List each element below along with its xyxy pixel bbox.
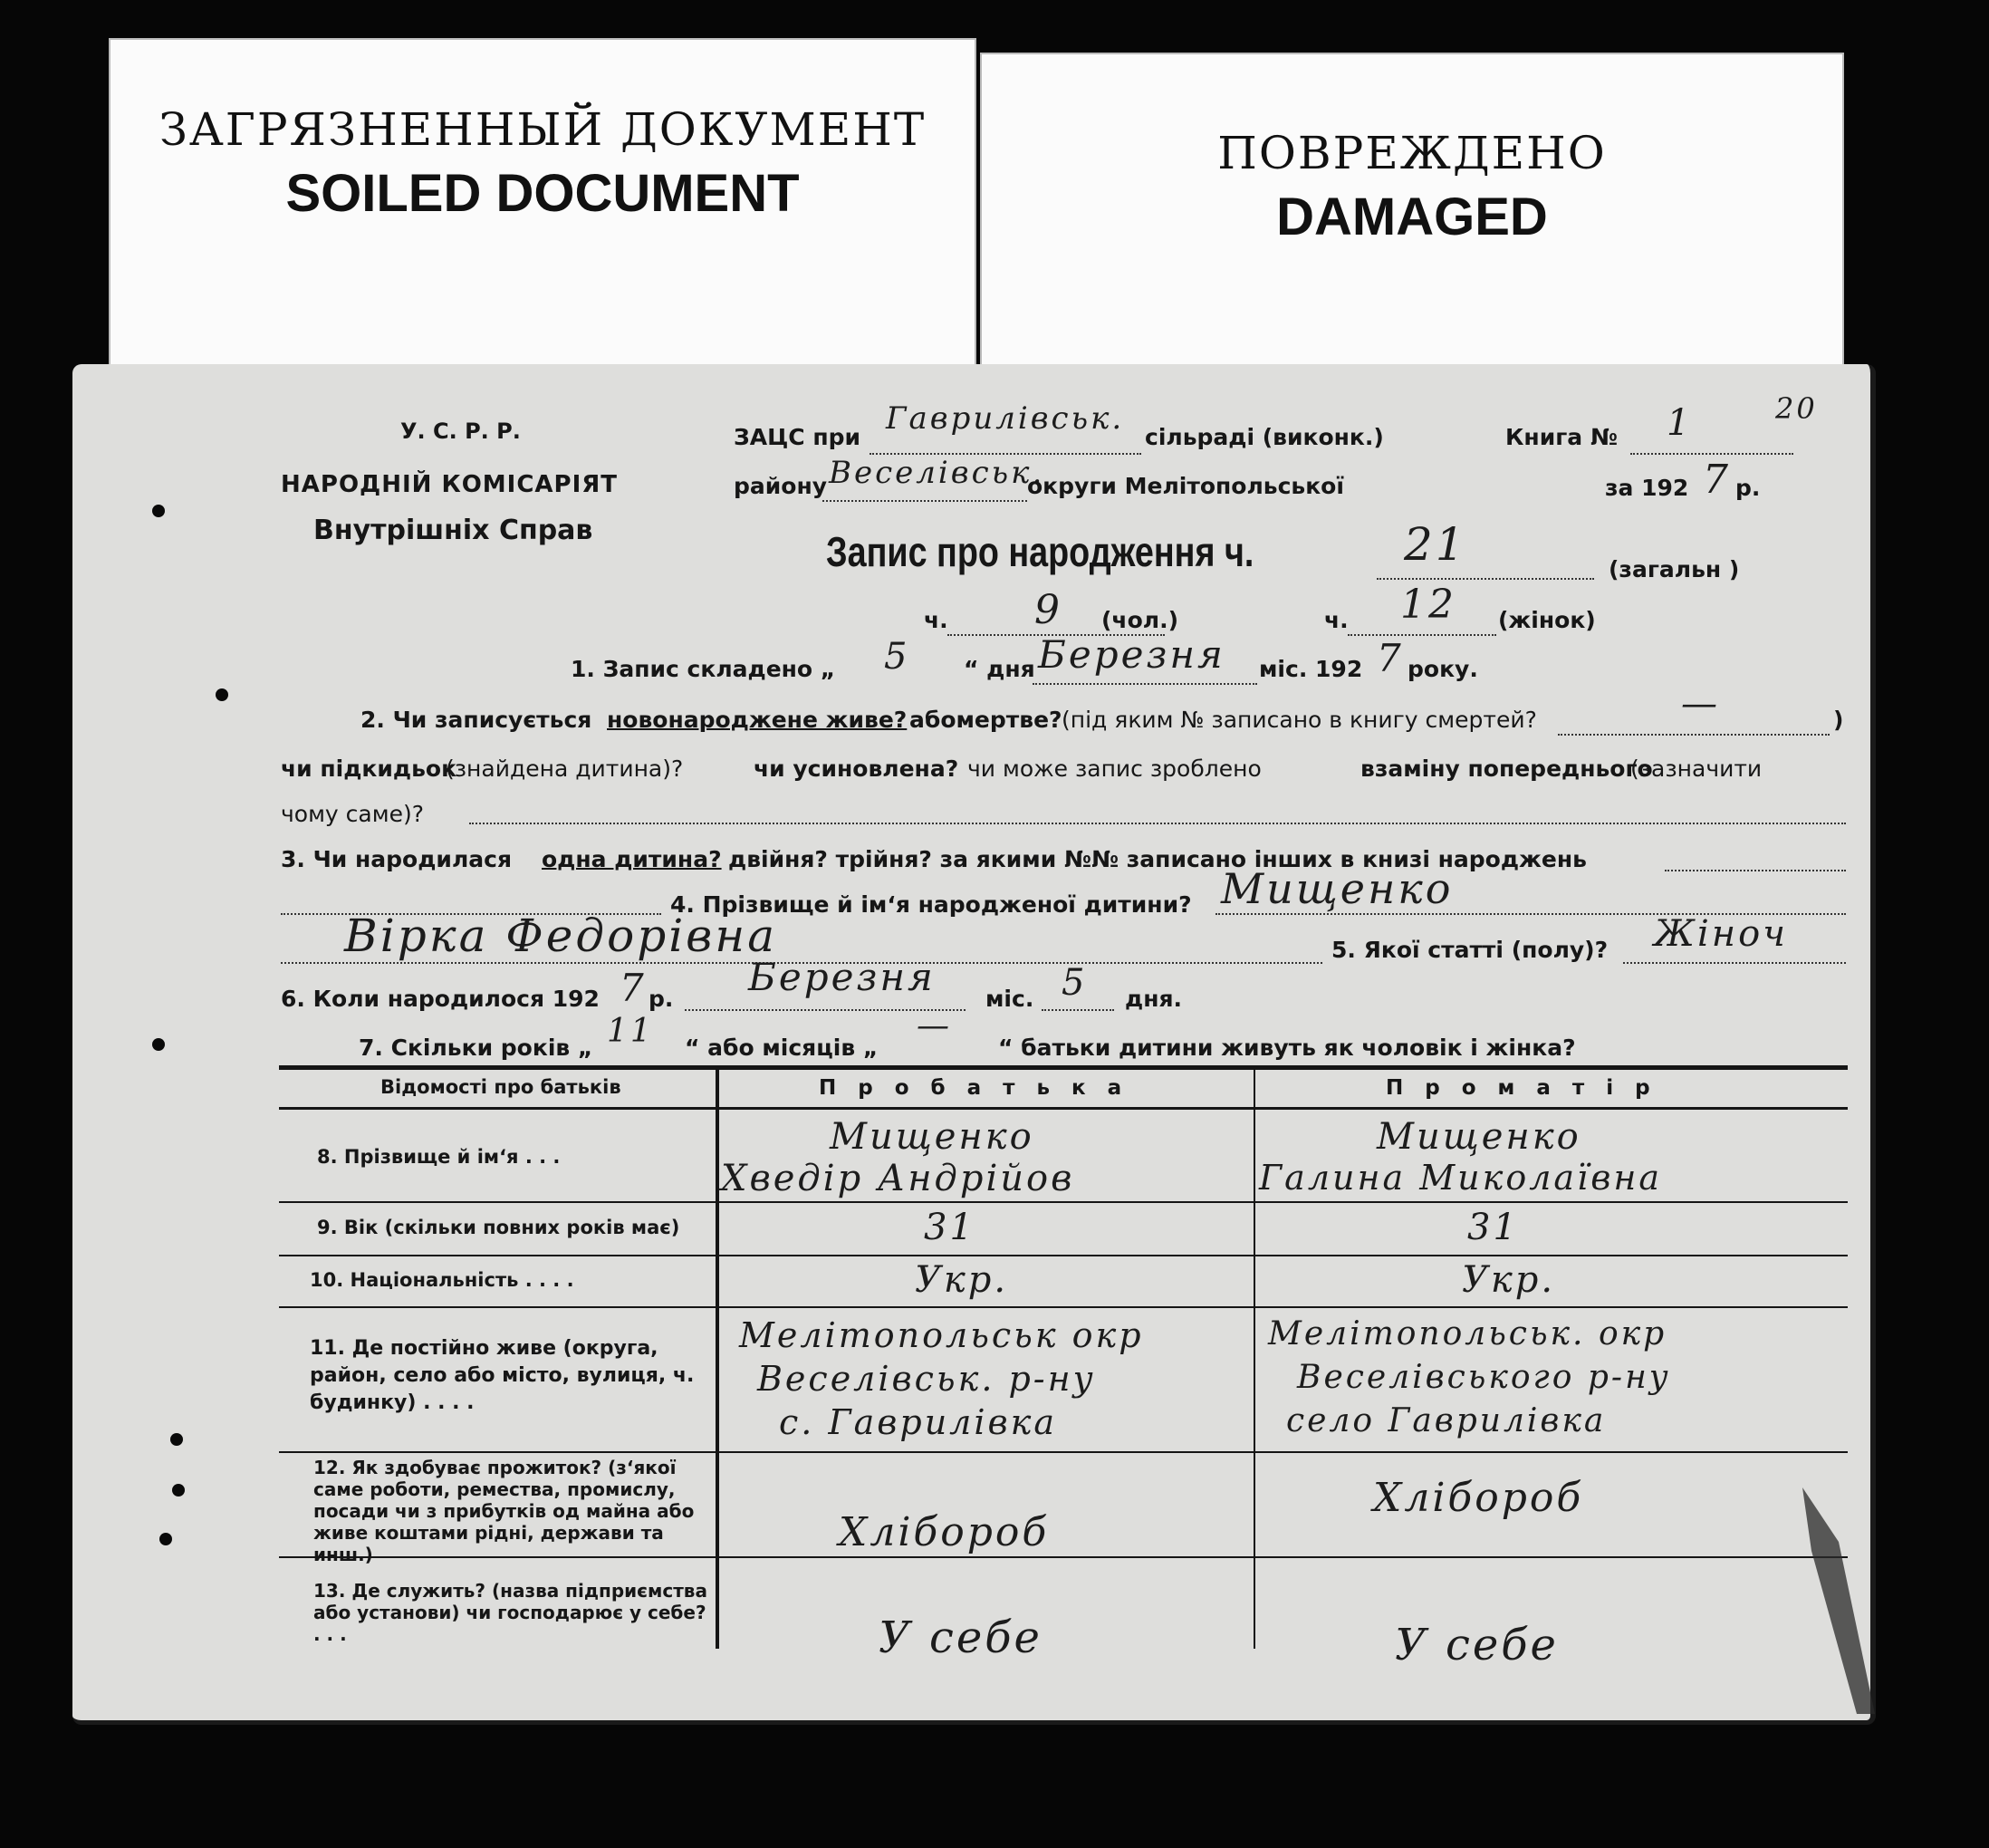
female-dotline — [1348, 634, 1496, 636]
record-number: 21 — [1404, 518, 1467, 571]
q1-month-dotline — [1033, 683, 1257, 685]
zacs-suffix: сільраді (виконк.) — [1145, 424, 1384, 450]
row-11-label: 11. Де постійно живе (округа, район, село або місто, вулиця, ч. будинку) . . . . — [310, 1337, 695, 1414]
q6-label: 6. Коли народилося 192 — [281, 986, 600, 1012]
row-11-mother-line-3: село Гаврилівка — [1286, 1402, 1607, 1439]
row-rule — [279, 1255, 1848, 1256]
ussr-label: У. С. Р. Р. — [400, 419, 521, 444]
female-number: 12 — [1400, 582, 1456, 628]
punch-hole — [170, 1433, 183, 1446]
female-label: (жінок) — [1498, 607, 1596, 633]
female-prefix: ч. — [1324, 607, 1349, 633]
commissariat-label: НАРОДНІЙ КОМІСАРІЯТ — [281, 471, 619, 498]
q7-months-label: “ або місяців „ — [685, 1035, 879, 1061]
q5-value: Жіноч — [1654, 913, 1789, 955]
year-suffix: р. — [1735, 475, 1761, 501]
district-prefix: району — [734, 473, 828, 499]
q5-dotline — [1623, 962, 1846, 964]
row-11-mother-line-1: Мелітопольськ. окр — [1268, 1315, 1667, 1352]
punch-hole — [152, 505, 165, 517]
table-header-info: Відомості про батьків — [380, 1076, 621, 1098]
book-dotline — [1630, 453, 1793, 455]
row-11-father-line-2: Веселівськ. р-ну — [757, 1359, 1096, 1399]
q1-day-label: “ дня — [964, 656, 1035, 682]
row-10-father: Укр. — [915, 1259, 1009, 1301]
table-top-rule — [279, 1065, 1848, 1070]
row-rule — [279, 1451, 1848, 1453]
row-10-label: 10. Національність . . . . — [310, 1269, 574, 1291]
row-12-mother: Хлібороб — [1373, 1475, 1584, 1521]
q6-mis: міс. — [985, 986, 1034, 1012]
row-10-mother: Укр. — [1462, 1259, 1556, 1301]
year-digit: 7 — [1703, 457, 1731, 503]
q6-year-digit: 7 — [620, 966, 647, 1010]
row-9-mother: 31 — [1467, 1207, 1519, 1248]
zacs-prefix: ЗАЦС при — [734, 424, 861, 450]
damaged-label-en: DAMAGED — [1276, 188, 1548, 246]
q3-one-child: одна дитина? — [542, 846, 722, 872]
page-number: 20 — [1775, 391, 1818, 426]
q2-adopted: чи усиновлена? — [754, 756, 959, 782]
q7-months: — — [917, 1007, 952, 1044]
q4-surname: Мищенко — [1221, 864, 1454, 913]
punch-hole — [172, 1484, 185, 1497]
row-11-mother-line-2: Веселівського р-ну — [1297, 1359, 1671, 1396]
row-8-label: 8. Прізвище й ім‘я . . . — [317, 1146, 561, 1168]
record-title: Запис про народження ч. — [826, 528, 1254, 575]
q7-rest: “ батьки дитини живуть як чоловік і жінка? — [998, 1035, 1576, 1061]
row-9-label: 9. Вік (скільки повних років має) — [317, 1217, 680, 1238]
internal-affairs-label: Внутрішніх Справ — [313, 515, 593, 546]
q2-close: ) — [1833, 707, 1844, 733]
damaged-label-ru: ПОВРЕЖДЕНО — [1217, 127, 1607, 179]
row-rule — [279, 1306, 1848, 1308]
year-label: за 192 — [1605, 475, 1689, 501]
q1-label: 1. Запис складено „ — [571, 656, 836, 682]
q4-label: 4. Прізвище й ім‘я народженої дитини? — [670, 891, 1192, 918]
q3-prefix: 3. Чи народилася — [281, 846, 512, 872]
table-header-rule — [279, 1107, 1848, 1110]
q6-r: р. — [649, 986, 674, 1012]
q2-prefix: 2. Чи записується — [360, 707, 592, 733]
q2-alive: новонароджене живе? — [607, 707, 908, 733]
q2-instead: взаміну попереднього — [1360, 756, 1653, 782]
q5-label: 5. Якої статті (полу)? — [1331, 937, 1609, 963]
male-prefix: ч. — [924, 607, 948, 633]
row-11-father-line-1: Мелітопольськ окр — [739, 1315, 1144, 1355]
q2-dotline — [1558, 734, 1830, 736]
q1-year-digit: 7 — [1377, 636, 1404, 680]
soiled-document-card — [109, 38, 976, 368]
pen-nib-shadow — [1775, 1487, 1884, 1723]
q1-month: Березня — [1038, 632, 1225, 677]
q2-why-dotline — [469, 823, 1846, 824]
soiled-label-ru: ЗАГРЯЗНЕННЫЙ ДОКУМЕНТ — [159, 103, 927, 156]
row-8-father-name: Хведір Андрійов — [721, 1158, 1075, 1199]
q6-day-dotline — [1042, 1009, 1114, 1011]
soiled-label-en: SOILED DOCUMENT — [285, 164, 800, 223]
punch-hole — [152, 1038, 165, 1051]
q7-label: 7. Скільки років „ — [359, 1035, 593, 1061]
q1-month-label: міс. 192 — [1259, 656, 1363, 682]
total-label: (загальн ) — [1609, 556, 1740, 582]
punch-hole — [159, 1533, 172, 1545]
district-name: Веселівськ. — [829, 455, 1045, 491]
q1-day: 5 — [884, 636, 910, 678]
row-rule — [279, 1201, 1848, 1203]
table-divider-1 — [716, 1069, 719, 1649]
row-11-father-line-3: с. Гаврилівка — [779, 1402, 1057, 1442]
q6-month: Березня — [748, 955, 936, 999]
q2-dash: — — [1681, 683, 1720, 725]
q2-dead: абомертве? — [909, 707, 1062, 733]
q4-name: Вірка Федорівна — [344, 910, 778, 962]
punch-hole — [216, 688, 228, 701]
table-header-father: П р о б а т ь к а — [819, 1076, 1129, 1100]
q2-foundling: чи підкидьок — [281, 756, 457, 782]
row-12-father: Хлібороб — [839, 1509, 1050, 1555]
q3-rest: двійня? трійня? за якими №№ записано інших в книзі народжень — [728, 846, 1587, 872]
q2-why: чому саме)? — [281, 801, 424, 827]
district-dotline — [822, 500, 1027, 502]
birth-record-form — [72, 364, 1876, 1725]
row-8-mother-name: Галина Миколаївна — [1259, 1158, 1663, 1198]
table-divider-2 — [1254, 1069, 1255, 1649]
row-8-mother-surname: Мищенко — [1377, 1116, 1581, 1158]
q6-dnya: дня. — [1125, 986, 1183, 1012]
male-number: 9 — [1034, 587, 1062, 633]
row-13-label: 13. Де служить? (назва підприємства або установи) чи господарює у себе? . . . — [313, 1580, 707, 1645]
damaged-document-card — [980, 53, 1844, 368]
row-9-father: 31 — [924, 1207, 975, 1248]
record-number-dotline — [1377, 578, 1594, 580]
row-13-mother: У себе — [1395, 1620, 1559, 1670]
q3-dotline — [1665, 870, 1846, 871]
table-header-mother: П р о м а т і р — [1386, 1076, 1658, 1100]
q2-may-be: чи може запис зроблено — [967, 756, 1262, 782]
zacs-village: Гаврилівськ. — [886, 400, 1125, 437]
q6-day: 5 — [1062, 962, 1088, 1004]
q1-year-label: року. — [1408, 656, 1478, 682]
row-12-label: 12. Як здобуває прожиток? (з‘якої саме роботи, ремества, промислу, посади чи з прибутків од майна або живе коштами рідні, держави та инш.) — [313, 1457, 695, 1565]
row-13-father: У себе — [879, 1612, 1043, 1663]
book-number: 1 — [1667, 402, 1693, 444]
district-suffix: округи Мелітопольської — [1027, 473, 1344, 499]
book-label: Книга № — [1505, 424, 1618, 450]
q7-years: 11 — [607, 1013, 654, 1050]
q2-rest: (під яким № записано в книгу смертей? — [1062, 707, 1537, 733]
row-8-father-surname: Мищенко — [830, 1116, 1034, 1158]
q2-found-child: (знайдена дитина)? — [446, 756, 684, 782]
q2-specify: (зазначити — [1630, 756, 1763, 782]
male-label: (чол.) — [1101, 607, 1178, 633]
